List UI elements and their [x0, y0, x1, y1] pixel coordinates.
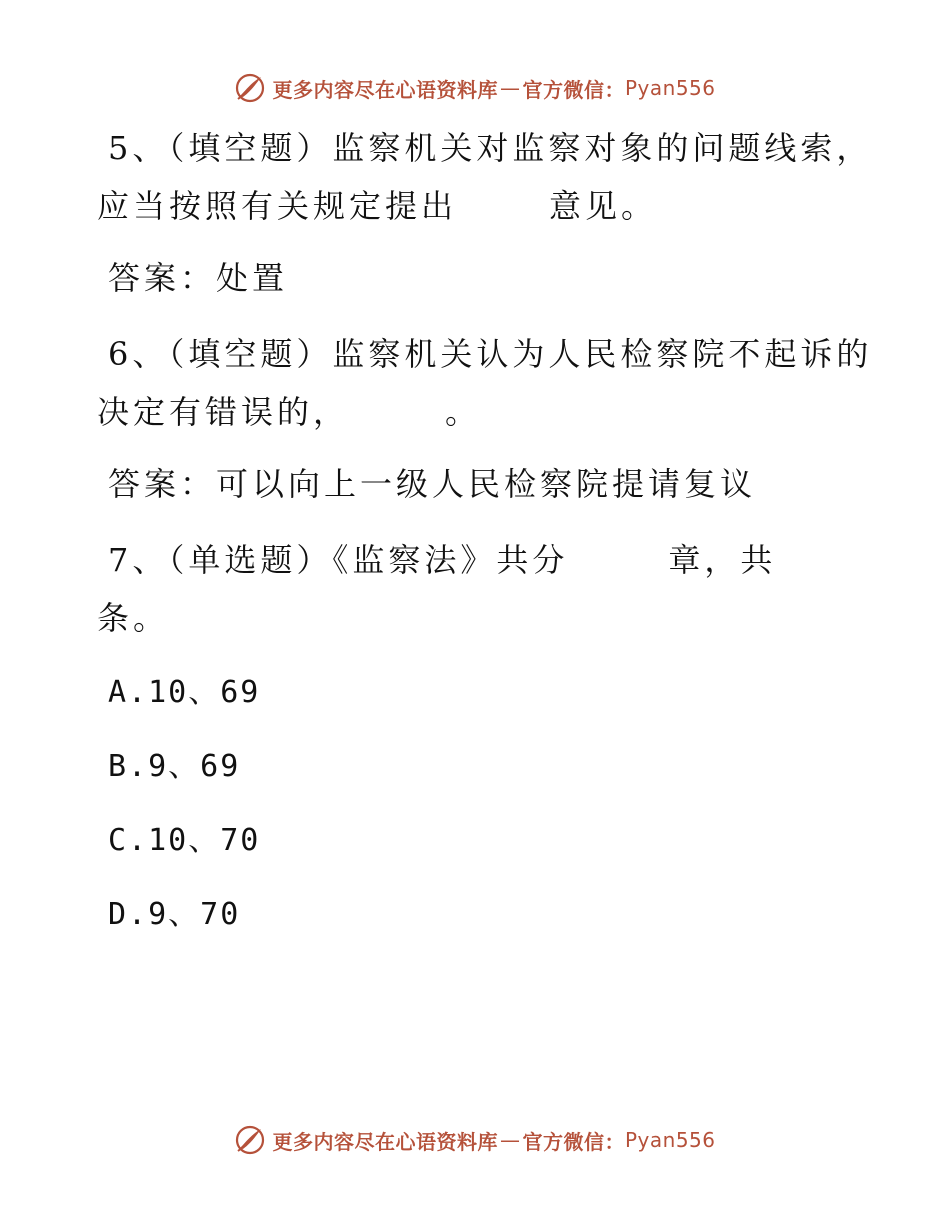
- q6-answer: 答案：可以向上一级人民检察院提请复议: [108, 465, 757, 503]
- quill-logo-icon: [234, 1124, 266, 1156]
- banner-dash: —: [499, 76, 521, 100]
- q5-line-2: [97, 186, 657, 226]
- q7-option-c: C.10、70: [108, 823, 261, 858]
- banner-brand-text: 更多内容尽在心语资料库: [272, 77, 498, 102]
- q7-option-a: A.10、69: [108, 675, 261, 710]
- q5-line-1: 5、（填空题）监察机关对监察对象的问题线索，: [108, 129, 873, 167]
- banner-dash: —: [499, 1128, 521, 1152]
- q7-option-b: B.9、69: [108, 749, 241, 784]
- q6-line-1: 6、（填空题）监察机关认为人民检察院不起诉的: [108, 335, 873, 373]
- banner-brand-text: 更多内容尽在心语资料库: [272, 1129, 498, 1154]
- header-watermark-banner: [0, 72, 950, 104]
- q7-line-1: [108, 540, 776, 580]
- banner-wechat-account: Pyan556: [624, 1128, 716, 1152]
- q6-line-2: [97, 392, 481, 432]
- banner-wechat-label: 官方微信：: [522, 77, 625, 102]
- q5-line-2-end: 意见。: [549, 187, 658, 225]
- q5-line-2-start: 应当按照有关规定提出: [97, 187, 458, 225]
- q7-line-1-start: 7、（单选题）《监察法》共分: [108, 541, 569, 579]
- q7-option-d: D.9、70: [108, 897, 241, 932]
- footer-watermark-banner: [0, 1124, 950, 1156]
- quill-logo-icon: [234, 72, 266, 104]
- q6-line-2-end: 。: [445, 393, 482, 431]
- q7-line-2: 条。: [97, 599, 170, 637]
- q7-line-1-end: 章，共: [668, 541, 777, 579]
- q5-answer: 答案：处置: [108, 259, 289, 297]
- q6-line-2-start: 决定有错误的，: [97, 393, 350, 431]
- banner-wechat-account: Pyan556: [624, 76, 716, 100]
- banner-wechat-label: 官方微信：: [522, 1129, 625, 1154]
